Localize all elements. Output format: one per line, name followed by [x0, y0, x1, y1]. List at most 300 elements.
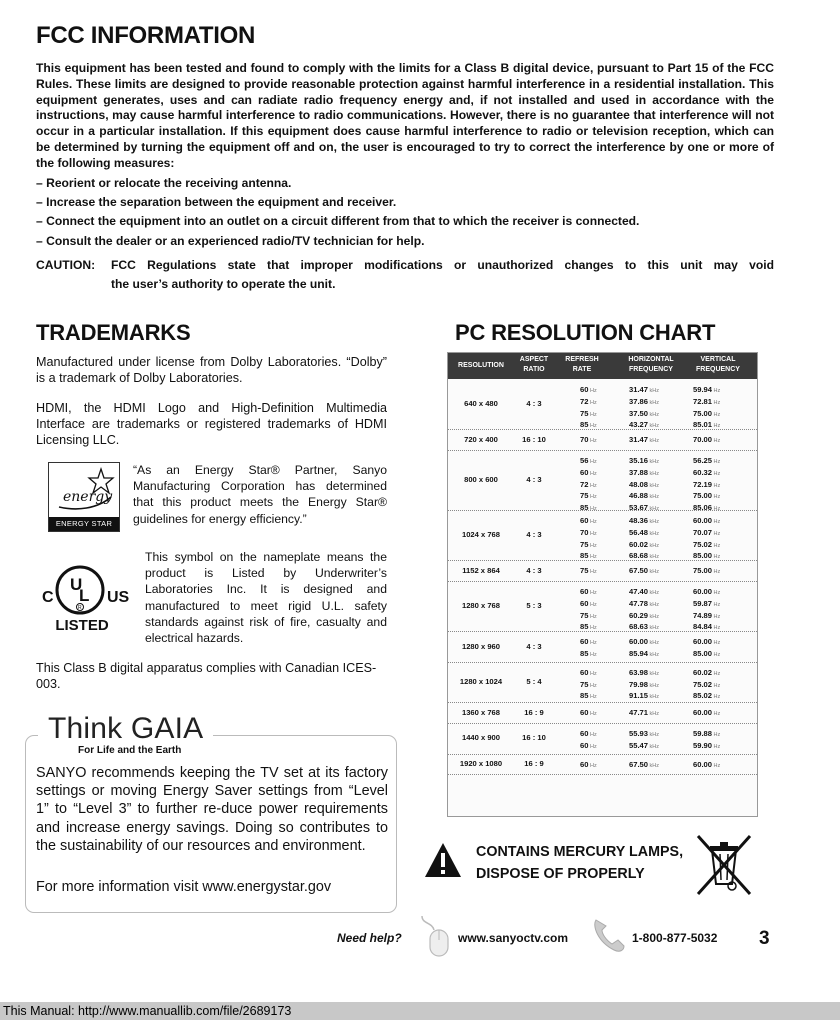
table-cell-vfreq [693, 566, 720, 578]
table-cell-hfreq-group [629, 708, 659, 720]
table-cell-hfreq-unit: kHz [648, 732, 660, 738]
table-cell-refresh-value: 72 [580, 479, 589, 489]
table-cell-vfreq-group [693, 760, 720, 772]
energy-star-text: “As an Energy Star® Partner, Sanyo Manufacturing Corporation has determined that this product meets the Energy Star® guidelines for energy efficiency.” [133, 463, 387, 526]
table-row-divider [448, 450, 757, 451]
table-cell-hfreq-group [629, 516, 659, 563]
table-cell-hfreq [629, 397, 659, 409]
ul-c: C [42, 589, 54, 606]
table-cell-hfreq-unit: kHz [648, 590, 660, 596]
table-cell-vfreq [693, 611, 720, 623]
table-cell-hfreq-value: 47.78 [629, 598, 649, 608]
table-cell-vfreq-value: 74.89 [693, 610, 713, 620]
table-cell-vfreq-unit: Hz [712, 569, 721, 576]
table-cell-vfreq-group [693, 729, 720, 753]
table-cell-vfreq-unit: Hz [712, 423, 721, 430]
table-cell-hfreq-value: 85.94 [629, 648, 649, 658]
table-cell-hfreq-value: 47.71 [629, 708, 649, 718]
table-cell-refresh-value: 75 [580, 679, 589, 689]
table-cell-vfreq-unit: Hz [712, 482, 721, 489]
table-cell-refresh [580, 385, 597, 397]
table-cell-vfreq-group [693, 435, 720, 447]
gaia-logo [38, 712, 213, 756]
table-cell-hfreq-value: 60.02 [629, 539, 649, 549]
table-cell-hfreq-unit: kHz [648, 459, 660, 465]
table-cell-vfreq [693, 649, 720, 661]
table-cell-vfreq [693, 741, 720, 753]
table-cell-refresh-unit: Hz [588, 732, 597, 738]
table-cell-resolution: 1152 x 864 [462, 565, 500, 575]
table-cell-vfreq-value: 60.00 [693, 708, 713, 718]
table-cell-vfreq-unit: Hz [712, 613, 721, 620]
warning-icon [424, 842, 462, 878]
phone-icon [590, 916, 630, 956]
table-cell-vfreq-value: 75.02 [693, 539, 713, 549]
table-cell-vfreq-unit: Hz [712, 651, 721, 658]
ul-icon [36, 561, 132, 619]
table-cell-vfreq-unit: Hz [712, 743, 721, 750]
table-cell-vfreq-unit: Hz [712, 762, 721, 769]
table-cell-vfreq-unit: Hz [712, 530, 721, 537]
table-cell-vfreq-value: 59.94 [693, 385, 713, 394]
table-cell-refresh-unit: Hz [588, 554, 597, 561]
ul-letter-l: L [79, 586, 90, 605]
table-cell-hfreq-group [629, 435, 659, 447]
table-cell-refresh-unit: Hz [588, 743, 597, 750]
gaia-url-line: For more information visit www.energystar.gov [36, 879, 332, 895]
table-cell-refresh-unit: Hz [588, 613, 597, 620]
manual-source-bar [0, 1002, 840, 1020]
table-cell-refresh-value: 60 [580, 637, 589, 647]
table-cell-vfreq-value: 59.90 [693, 740, 713, 750]
table-cell-refresh-unit: Hz [588, 438, 597, 445]
table-cell-resolution: 640 x 480 [464, 399, 498, 409]
table-cell-vfreq [693, 528, 720, 540]
col-header-hfreq: HORIZONTAL FREQUENCY [628, 356, 674, 373]
table-cell-resolution: 1280 x 960 [461, 641, 500, 651]
table-cell-vfreq [693, 409, 720, 421]
table-cell-refresh-value: 60 [580, 516, 589, 525]
table-cell-hfreq-value: 60.00 [629, 637, 649, 647]
table-cell-refresh-group [580, 668, 597, 703]
ul-logo [36, 561, 132, 637]
table-row-divider [448, 581, 757, 582]
table-cell-refresh [580, 708, 597, 720]
table-cell-hfreq-value: 55.93 [629, 729, 649, 738]
table-cell-hfreq-group [629, 385, 659, 432]
table-cell-refresh-value: 75 [580, 610, 589, 620]
table-cell-hfreq [629, 691, 659, 703]
table-cell-refresh-unit: Hz [588, 590, 597, 596]
table-cell-vfreq [693, 729, 720, 741]
table-cell-aspect: 4 : 3 [526, 399, 542, 409]
table-cell-refresh-unit: Hz [588, 423, 597, 430]
table-cell-refresh [580, 611, 597, 623]
table-cell-hfreq-unit: kHz [648, 743, 660, 750]
energy-star-logo [48, 462, 120, 532]
table-cell-vfreq-group [693, 668, 720, 703]
table-cell-hfreq-unit: kHz [648, 519, 660, 525]
table-cell-refresh [580, 420, 597, 432]
table-cell-vfreq-unit: Hz [712, 601, 721, 608]
table-cell-refresh-value: 70 [580, 435, 589, 445]
table-cell-vfreq-unit: Hz [712, 542, 721, 549]
table-cell-refresh [580, 397, 597, 409]
table-cell-hfreq-value: 67.50 [629, 566, 649, 576]
table-cell-refresh-unit: Hz [588, 482, 597, 489]
table-cell-hfreq [629, 599, 659, 611]
table-cell-refresh-value: 85 [580, 503, 589, 513]
table-cell-vfreq [693, 385, 720, 397]
table-cell-refresh-unit: Hz [588, 388, 597, 394]
energy-star-label: ENERGY STAR [49, 517, 119, 531]
table-cell-refresh-unit: Hz [588, 542, 597, 549]
table-cell-hfreq-unit: kHz [648, 682, 660, 689]
table-cell-vfreq [693, 397, 720, 409]
table-cell-vfreq-value: 70.07 [693, 527, 713, 537]
table-cell-refresh-value: 70 [580, 527, 589, 537]
table-cell-hfreq-unit: kHz [648, 694, 660, 701]
table-cell-hfreq-value: 48.08 [629, 479, 649, 489]
table-cell-vfreq-value: 72.81 [693, 396, 713, 406]
table-cell-vfreq-unit: Hz [712, 459, 721, 465]
table-cell-hfreq-unit: kHz [648, 625, 660, 632]
table-cell-hfreq [629, 649, 659, 661]
hdmi-text: HDMI, the HDMI Logo and High-Definition Multimedia Interface are trademarks or registered trademarks of HDMI Licensing LLC. [36, 401, 387, 447]
gaia-subtitle: For Life and the Earth [78, 745, 182, 756]
table-cell-refresh-value: 75 [580, 491, 589, 501]
table-cell-refresh-unit: Hz [588, 519, 597, 525]
table-cell-refresh [580, 622, 597, 634]
mercury-warning [476, 841, 683, 885]
table-cell-aspect: 4 : 3 [526, 641, 542, 651]
table-cell-refresh-value: 75 [580, 408, 589, 418]
table-cell-hfreq [629, 551, 659, 563]
table-cell-refresh-group [580, 456, 597, 515]
table-cell-vfreq-group [693, 385, 720, 432]
table-cell-vfreq [693, 468, 720, 480]
table-cell-resolution: 1024 x 768 [461, 530, 500, 540]
col-header-vfreq: VERTICAL FREQUENCY [696, 356, 740, 373]
table-cell-hfreq-group [629, 456, 659, 515]
weee-bin-icon [692, 832, 756, 898]
table-cell-refresh [580, 637, 597, 649]
table-cell-vfreq-unit: Hz [712, 411, 721, 418]
table-cell-refresh-value: 60 [580, 467, 589, 477]
table-cell-vfreq-unit: Hz [712, 625, 721, 632]
table-cell-vfreq-unit: Hz [712, 506, 721, 513]
table-cell-vfreq-value: 84.84 [693, 622, 713, 632]
table-cell-refresh-group [580, 708, 597, 720]
table-cell-hfreq-value: 37.88 [629, 467, 649, 477]
table-cell-hfreq [629, 420, 659, 432]
table-cell-aspect: 16 : 10 [522, 733, 546, 743]
fcc-bullet: – Increase the separation between the equipment and receiver. [36, 195, 397, 209]
table-cell-hfreq-value: 53.67 [629, 503, 649, 513]
table-cell-hfreq [629, 611, 659, 623]
table-cell-hfreq-unit: kHz [648, 554, 660, 561]
dolby-text: Manufactured under license from Dolby Laboratories. “Dolby” is a trademark of Dolby Laboratories. [36, 355, 387, 385]
table-row-divider [448, 723, 757, 724]
table-cell-vfreq-value: 56.25 [693, 456, 713, 465]
table-cell-hfreq [629, 587, 659, 599]
table-cell-hfreq-group [629, 566, 659, 578]
table-cell-refresh-value: 60 [580, 587, 589, 596]
table-cell-hfreq-value: 56.48 [629, 527, 649, 537]
table-cell-hfreq-value: 68.68 [629, 551, 649, 561]
gaia-body: SANYO recommends keeping the TV set at its factory settings or moving Energy Saver settings from “Level 1” to “Level 3” to further re-duce power requirements and increase energy savings. Doing so contributes to the sustainability of our resources and environment. [36, 765, 388, 854]
table-cell-hfreq [629, 491, 659, 503]
table-cell-hfreq [629, 680, 659, 692]
table-cell-vfreq [693, 420, 720, 432]
table-cell-vfreq-value: 60.00 [693, 759, 713, 769]
table-cell-refresh [580, 456, 597, 468]
table-cell-hfreq-group [629, 637, 659, 661]
table-cell-vfreq [693, 480, 720, 492]
table-cell-vfreq-group [693, 566, 720, 578]
table-cell-hfreq [629, 516, 659, 528]
table-cell-refresh-unit: Hz [588, 411, 597, 418]
table-cell-refresh [580, 435, 597, 447]
table-cell-refresh [580, 691, 597, 703]
table-cell-refresh-unit: Hz [588, 651, 597, 658]
table-cell-vfreq [693, 551, 720, 563]
table-cell-refresh-unit: Hz [588, 530, 597, 537]
table-cell-hfreq-value: 37.50 [629, 408, 649, 418]
table-cell-refresh [580, 503, 597, 515]
table-cell-vfreq-unit: Hz [712, 519, 721, 525]
table-cell-vfreq-value: 85.02 [693, 691, 713, 701]
table-cell-refresh-unit: Hz [588, 459, 597, 465]
table-cell-hfreq [629, 480, 659, 492]
table-cell-hfreq [629, 456, 659, 468]
table-cell-hfreq [629, 668, 659, 680]
table-cell-refresh-unit: Hz [588, 762, 597, 769]
table-cell-hfreq-value: 60.29 [629, 610, 649, 620]
table-cell-refresh [580, 680, 597, 692]
table-cell-vfreq-value: 75.00 [693, 566, 713, 576]
table-cell-refresh-group [580, 566, 597, 578]
table-cell-aspect: 16 : 9 [524, 707, 544, 717]
table-cell-vfreq-unit: Hz [712, 554, 721, 561]
table-cell-hfreq-unit: kHz [648, 411, 660, 418]
table-cell-refresh-value: 85 [580, 622, 589, 632]
need-help-label: Need help? [337, 931, 402, 945]
table-cell-hfreq-value: 31.47 [629, 385, 649, 394]
table-cell-refresh-group [580, 637, 597, 661]
table-cell-refresh-group [580, 760, 597, 772]
table-cell-vfreq-value: 60.00 [693, 637, 713, 647]
table-cell-vfreq-value: 59.87 [693, 598, 713, 608]
table-row-divider [448, 662, 757, 663]
col-header-aspect: ASPECT RATIO [519, 356, 549, 373]
table-cell-resolution: 800 x 600 [464, 475, 498, 484]
table-cell-refresh [580, 480, 597, 492]
table-cell-vfreq-unit: Hz [712, 694, 721, 701]
table-cell-refresh-unit: Hz [588, 601, 597, 608]
table-cell-hfreq-unit: kHz [648, 670, 660, 677]
table-cell-vfreq-value: 85.01 [693, 420, 713, 430]
table-cell-refresh-unit: Hz [588, 694, 597, 701]
table-cell-refresh-value: 60 [580, 729, 589, 738]
table-cell-refresh [580, 468, 597, 480]
table-cell-vfreq [693, 637, 720, 649]
table-cell-hfreq-unit: kHz [648, 530, 660, 537]
table-cell-refresh-group [580, 385, 597, 432]
table-cell-hfreq-unit: kHz [648, 762, 660, 769]
table-cell-hfreq-unit: kHz [648, 542, 660, 549]
table-cell-refresh [580, 540, 597, 552]
table-cell-resolution: 1280 x 768 [461, 601, 500, 611]
table-cell-hfreq-value: 35.16 [629, 456, 649, 465]
table-cell-hfreq-unit: kHz [648, 438, 660, 445]
table-cell-vfreq [693, 760, 720, 772]
table-cell-vfreq-value: 75.00 [693, 491, 713, 501]
manual-source-link[interactable]: This Manual: http://www.manuallib.com/file/2689173 [3, 1004, 292, 1018]
fcc-title: FCC INFORMATION [36, 22, 256, 49]
table-cell-vfreq-value: 72.19 [693, 479, 713, 489]
table-cell-refresh-value: 85 [580, 551, 589, 561]
footer-website[interactable]: www.sanyoctv.com [458, 931, 569, 945]
table-cell-refresh [580, 599, 597, 611]
table-cell-resolution: 1280 x 1024 [459, 677, 503, 686]
table-cell-hfreq-unit: kHz [648, 711, 660, 718]
table-cell-hfreq-unit: kHz [648, 482, 660, 489]
table-cell-resolution: 1920 x 1080 [459, 759, 503, 768]
table-cell-refresh-unit: Hz [588, 470, 597, 477]
table-cell-hfreq [629, 622, 659, 634]
caution-text-continued: the user’s authority to operate the unit. [111, 277, 336, 291]
table-cell-refresh [580, 649, 597, 661]
table-cell-hfreq-value: 37.86 [629, 396, 649, 406]
table-cell-aspect: 4 : 3 [526, 530, 542, 540]
table-cell-refresh-unit: Hz [588, 494, 597, 501]
table-cell-refresh [580, 528, 597, 540]
table-row-divider [448, 754, 757, 755]
table-cell-hfreq [629, 503, 659, 515]
table-cell-refresh-group [580, 435, 597, 447]
mouse-icon [418, 914, 452, 958]
table-cell-refresh-value: 85 [580, 691, 589, 701]
table-cell-hfreq [629, 435, 659, 447]
table-cell-vfreq-unit: Hz [712, 682, 721, 689]
fcc-bullet: – Connect the equipment into an outlet on a circuit different from that to which the receiver is connected. [36, 214, 640, 228]
table-cell-refresh-value: 60 [580, 740, 589, 750]
table-cell-hfreq-value: 55.47 [629, 740, 649, 750]
table-cell-vfreq-value: 85.00 [693, 648, 713, 658]
fcc-bullet: – Reorient or relocate the receiving antenna. [36, 176, 292, 190]
table-cell-refresh [580, 566, 597, 578]
table-cell-hfreq-unit: kHz [648, 399, 660, 406]
table-cell-hfreq-unit: kHz [648, 613, 660, 620]
table-cell-vfreq-unit: Hz [712, 494, 721, 501]
table-cell-hfreq-value: 48.36 [629, 516, 649, 525]
table-cell-hfreq [629, 528, 659, 540]
table-cell-hfreq-unit: kHz [648, 640, 660, 647]
table-cell-aspect: 4 : 3 [526, 565, 542, 575]
table-cell-refresh-group [580, 516, 597, 563]
footer-phone: 1-800-877-5032 [632, 931, 718, 945]
table-cell-vfreq-group [693, 708, 720, 720]
table-cell-vfreq-group [693, 637, 720, 661]
ul-registered: R [78, 605, 82, 611]
table-cell-refresh-value: 60 [580, 385, 589, 394]
table-cell-hfreq [629, 637, 659, 649]
table-cell-refresh-unit: Hz [588, 682, 597, 689]
table-cell-hfreq [629, 741, 659, 753]
table-cell-vfreq-value: 60.02 [693, 667, 713, 677]
table-cell-refresh-group [580, 587, 597, 634]
table-cell-vfreq-value: 60.00 [693, 587, 713, 596]
table-cell-refresh [580, 551, 597, 563]
table-cell-vfreq-unit: Hz [712, 470, 721, 477]
table-cell-refresh-unit: Hz [588, 625, 597, 632]
table-cell-vfreq [693, 622, 720, 634]
table-cell-vfreq [693, 540, 720, 552]
table-cell-vfreq-unit: Hz [712, 590, 721, 596]
table-cell-hfreq-unit: kHz [648, 388, 660, 394]
table-cell-vfreq-group [693, 456, 720, 515]
trademarks-title: TRADEMARKS [36, 320, 191, 345]
table-cell-resolution: 720 x 400 [464, 434, 498, 444]
table-cell-vfreq [693, 435, 720, 447]
table-cell-vfreq [693, 708, 720, 720]
table-cell-vfreq [693, 456, 720, 468]
table-cell-refresh-unit: Hz [588, 399, 597, 406]
table-cell-vfreq-value: 85.06 [693, 503, 713, 513]
table-cell-refresh [580, 760, 597, 772]
table-cell-refresh-value: 75 [580, 566, 589, 576]
table-cell-vfreq-value: 59.88 [693, 729, 713, 738]
table-cell-hfreq-unit: kHz [648, 569, 660, 576]
table-cell-refresh-value: 85 [580, 420, 589, 430]
table-cell-refresh [580, 668, 597, 680]
table-cell-hfreq [629, 468, 659, 480]
table-cell-hfreq [629, 729, 659, 741]
table-cell-hfreq [629, 760, 659, 772]
fcc-body: This equipment has been tested and found to comply with the limits for a Class B digital device, pursuant to Part 15 of the FCC Rules. These limits are designed to provide reasonable protection against harmful interference in a residential installation. This equipment generates, uses and can radiate radio frequency energy and, if not installed and used in accordance with the instructions, may cause harmful interference to radio communications. However, there is no guarantee that interference will not occur in a particular installation. If this equipment does cause harmful interference to radio or television reception, which can be determined by turning the equipment off and on, the user is encouraged to try to correct the interference by one or more of the following measures: [36, 61, 774, 170]
chart-title: PC RESOLUTION CHART [455, 320, 716, 345]
table-cell-hfreq-value: 91.15 [629, 691, 649, 701]
fcc-bullet: – Consult the dealer or an experienced radio/TV technician for help. [36, 234, 425, 248]
table-cell-vfreq-group [693, 587, 720, 634]
table-cell-vfreq-value: 85.00 [693, 551, 713, 561]
table-cell-refresh-value: 60 [580, 598, 589, 608]
mercury-warning-line1: CONTAINS MERCURY LAMPS, [476, 844, 684, 860]
table-cell-hfreq [629, 385, 659, 397]
table-cell-refresh-unit: Hz [588, 640, 597, 647]
table-cell-vfreq [693, 691, 720, 703]
energy-star-icon [49, 463, 119, 515]
ul-text: This symbol on the nameplate means the product is Listed by Underwriter’s Laboratories Inc. It is designed and manufactured to meet rigid U.L. safety standards against risk of fire, casualty and electrical hazards. [145, 550, 387, 646]
canada-text: This Class B digital apparatus complies with Canadian ICES-003. [36, 661, 377, 691]
table-cell-refresh-value: 60 [580, 708, 589, 718]
ul-letter-u: U [70, 575, 83, 594]
table-cell-refresh-unit: Hz [588, 711, 597, 718]
table-cell-vfreq-unit: Hz [712, 732, 721, 738]
table-cell-vfreq-unit: Hz [712, 711, 721, 718]
table-cell-hfreq-unit: kHz [648, 506, 660, 513]
table-cell-aspect: 16 : 9 [524, 759, 544, 768]
table-cell-refresh-value: 60 [580, 759, 589, 769]
col-header-refresh: REFRESH RATE [565, 356, 599, 373]
table-cell-refresh-value: 75 [580, 539, 589, 549]
table-cell-hfreq-group [629, 760, 659, 772]
table-cell-hfreq-value: 31.47 [629, 435, 649, 445]
table-cell-hfreq-value: 63.98 [629, 667, 649, 677]
table-cell-vfreq-unit: Hz [712, 388, 721, 394]
table-cell-aspect: 16 : 10 [522, 434, 546, 444]
